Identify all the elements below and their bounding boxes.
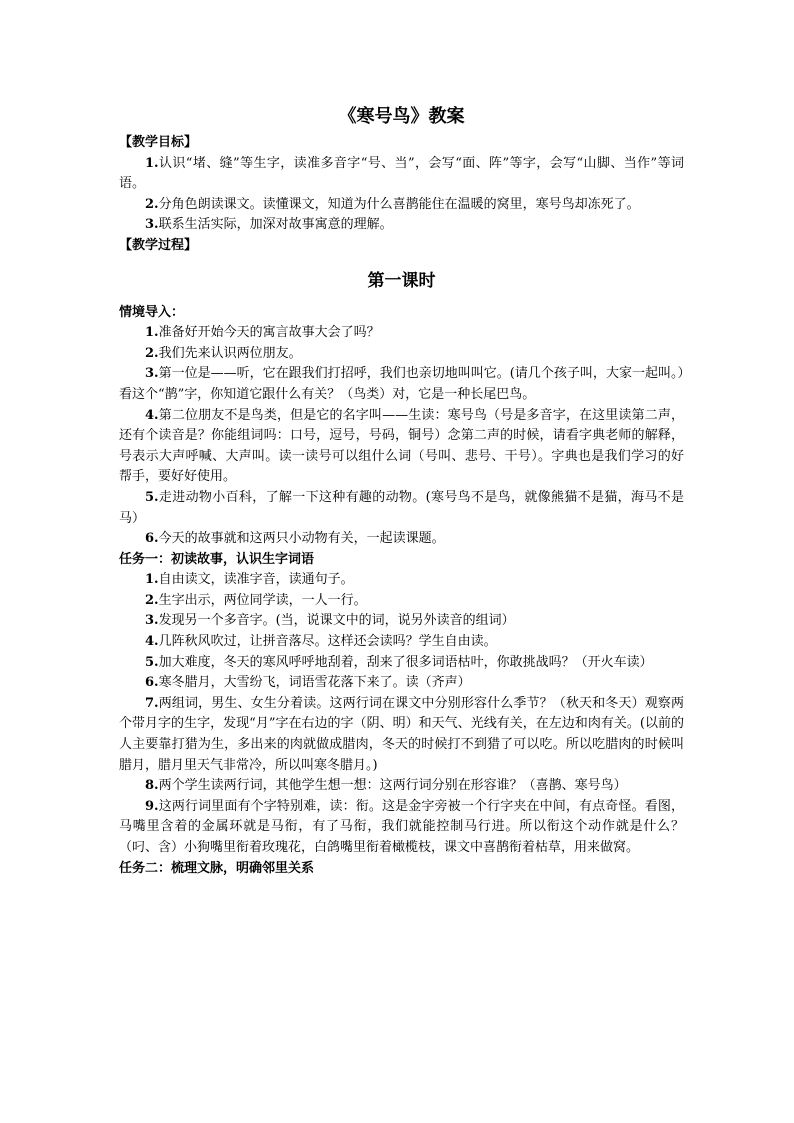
section-heading-goals: 【教学目标】 xyxy=(119,135,198,150)
goal-item: 2.分角色朗读课文。读懂课文，知道为什么喜鹊能住在温暖的窝里，寒号鸟却冻死了。 xyxy=(145,196,640,212)
intro-item: 3.第一位是——听，它在跟我们打招呼，我们也亲切地叫叫它。(请几个孩子叫，大家一起叫。）看这个“鹊”字，你知道它跟什么有关？（鸟类）对，它是一种长尾巴鸟。 xyxy=(119,366,684,402)
intro-item: 4.第二位朋友不是鸟类，但是它的名字叫——生读：寒号鸟（号是多音字，在这里读第二声，还有个读音是？你能组词吗：口号，逗号，号码，铜号）念第二声的时候，请看字典老师的解释，号表示大声呼喊、大声叫。读一读号可以组什么词（号叫、悲号、干号）。字典也是我们学习的好帮手，要好好使用。 xyxy=(119,407,684,485)
task1-item: 5.加大难度，冬天的寒风呼呼地刮着，刮来了很多词语枯叶，你敢挑战吗？（开火车读） xyxy=(145,654,653,670)
intro-item: 1.准备好开始今天的寓言故事大会了吗？ xyxy=(145,325,380,341)
section-heading-task2: 任务二：梳理文脉，明确邻里关系 xyxy=(119,860,315,876)
task1-item: 1.自由读文，读准字音，读通句子。 xyxy=(145,572,354,588)
goal-item: 3.联系生活实际，加深对故事寓意的理解。 xyxy=(145,217,393,233)
task1-item: 3.发现另一个多音字。(当，说课文中的词，说另外读音的组词） xyxy=(145,613,515,629)
task1-item: 2.生字出示，两位同学读，一人一行。 xyxy=(145,592,367,608)
intro-item: 2.我们先来认识两位朋友。 xyxy=(145,345,302,361)
lesson-title: 第一课时 xyxy=(367,270,436,291)
task1-item: 7.两组词，男生、女生分着读。这两行词在课文中分别形容什么季节？（秋天和冬天）观察两个带月字的生字，发现“月”字在右边的字（阴、明）和天气、光线有关，在左边和肉有关。(以前的人主要靠打猎为生，多出来的肉就做成腊肉，冬天的时候打不到猎了可以吃。所以吃腊肉的时候叫腊月，腊月里天气非常冷，所以叫寒冬腊月。) xyxy=(119,695,684,773)
section-heading-process: 【教学过程】 xyxy=(119,237,198,253)
task1-item: 9.这两行词里面有个字特别难，读：衔。这是金字旁被一个行字夹在中间，有点奇怪。看图，马嘴里含着的金属环就是马衔，有了马衔，我们就能控制马行进。所以衔这个动作就是什么？（叼、含）小狗嘴里衔着玫瑰花，白鸽嘴里衔着橄榄枝，课文中喜鹊衔着枯草，用来做窝。 xyxy=(119,798,684,855)
task1-item: 4.几阵秋风吹过，让拼音落尽。这样还会读吗？学生自由读。 xyxy=(145,634,497,650)
section-heading-task1: 任务一：初读故事，认识生字词语 xyxy=(119,551,315,567)
document-page xyxy=(119,104,684,879)
section-heading-intro: 情境导入： xyxy=(119,304,185,320)
goal-item: 1.认识“堵、缝”等生字，读准多音字“号、当”，会写“面、阵”等字，会写“山脚、当作”等词语。 xyxy=(119,155,684,192)
task1-item: 6.寒冬腊月，大雪纷飞，词语雪花落下来了。读（齐声） xyxy=(145,675,471,691)
intro-item: 5.走进动物小百科，了解一下这种有趣的动物。(寒号鸟不是鸟，就像熊猫不是猫，海马不是马） xyxy=(119,489,684,526)
task1-item: 8.两个学生读两行词，其他学生想一想：这两行词分别在形容谁？（喜鹊、寒号鸟） xyxy=(145,778,627,794)
document-title: 《寒号鸟》教案 xyxy=(338,106,465,127)
intro-item: 6.今天的故事就和这两只小动物有关，一起读课题。 xyxy=(145,531,445,547)
